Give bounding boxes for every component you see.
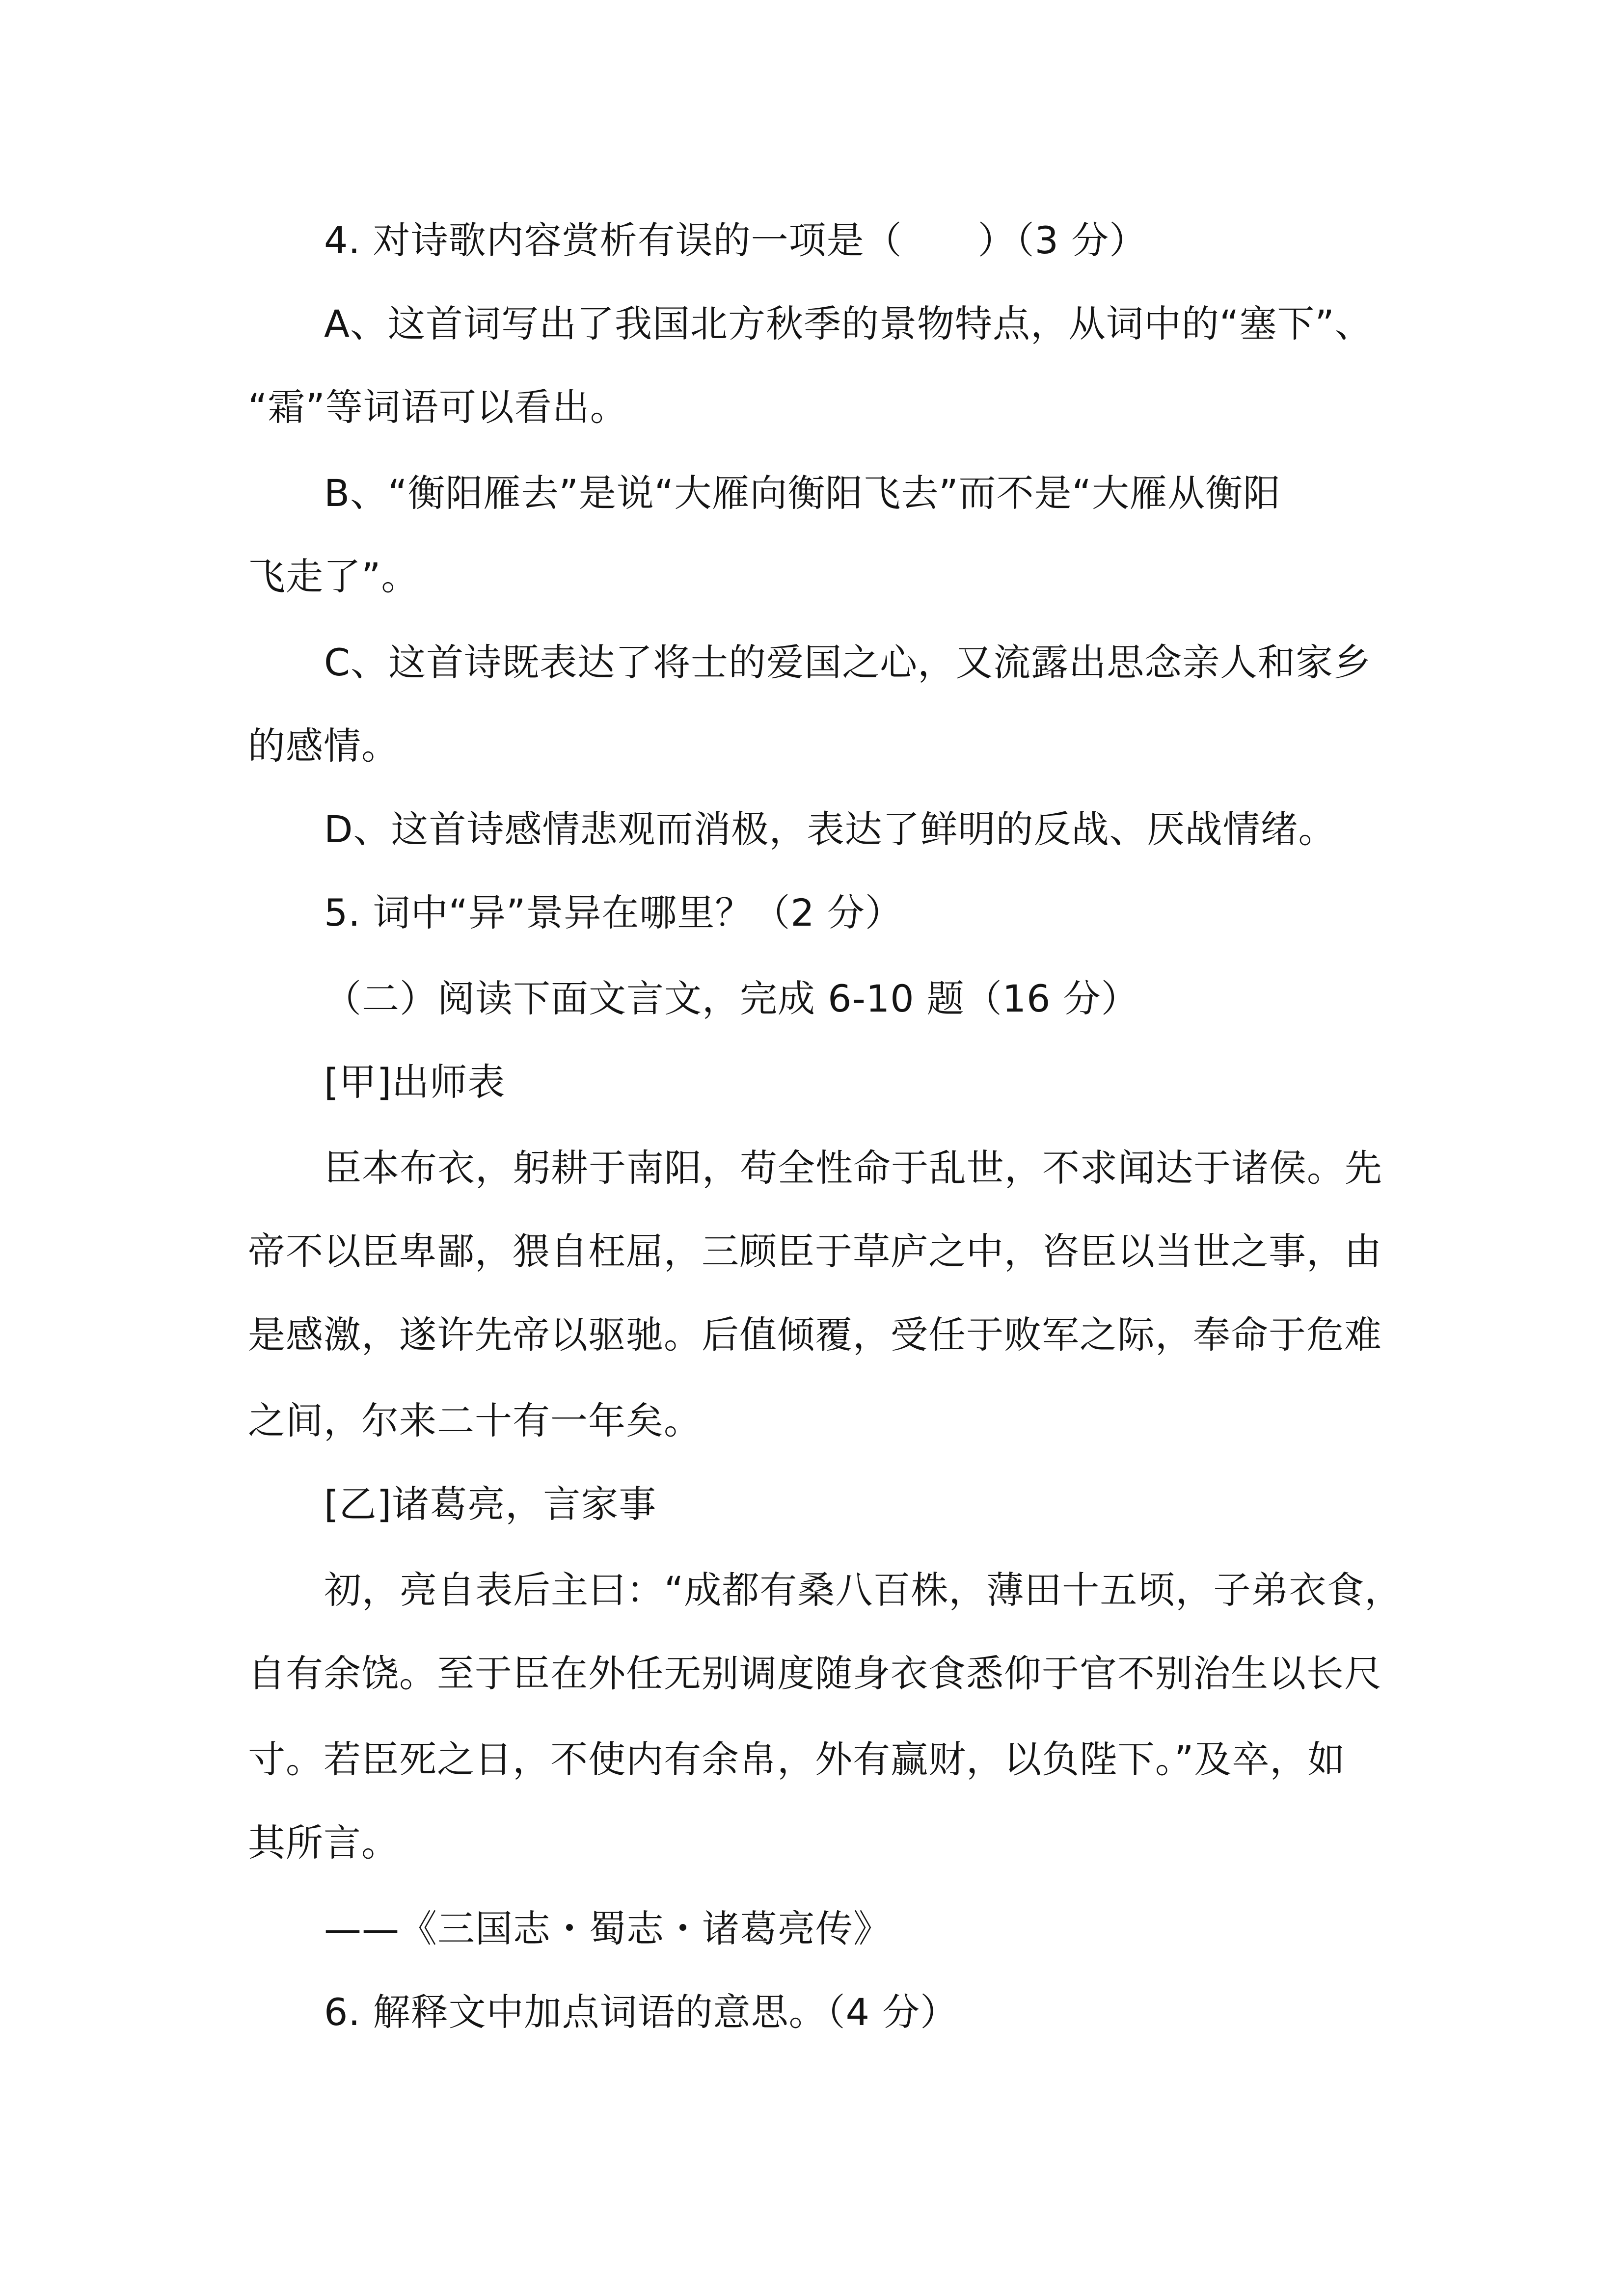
- passage-b-source: ——《三国志・蜀志・诸葛亮传》: [324, 1907, 891, 1950]
- passage-a-line-3: 是感激，遂许先帝以驱驰。后值倾覆，受任于败军之际，奉命于危难: [248, 1313, 1382, 1357]
- passage-b-line-3: 寸。若臣死之日，不使内有余帛，外有赢财，以负陛下。”及卒，如: [248, 1737, 1346, 1781]
- passage-a-line-4: 之间，尔来二十有一年矣。: [248, 1399, 702, 1442]
- passage-a-line-1: 臣本布衣，躬耕于南阳，苟全性命于乱世，不求闻达于诸侯。先: [324, 1146, 1382, 1190]
- question-5: 5. 词中“异”景异在哪里？（2 分）: [324, 891, 903, 934]
- question-6: 6. 解释文中加点词语的意思。（4 分）: [324, 1990, 958, 2034]
- passage-a-line-2: 帝不以臣卑鄙，猥自枉屈，三顾臣于草庐之中，咨臣以当世之事，由: [248, 1229, 1382, 1273]
- option-b-line-2: 飞走了”。: [248, 555, 419, 598]
- passage-b-line-4: 其所言。: [248, 1821, 399, 1865]
- option-c-line-2: 的感情。: [248, 724, 399, 768]
- section-2-heading: （二）阅读下面文言文，完成 6-10 题（16 分）: [324, 977, 1139, 1020]
- option-c-line-1: C、这首诗既表达了将士的爱国之心，又流露出思念亲人和家乡: [324, 641, 1372, 684]
- option-d: D、这首诗感情悲观而消极，表达了鲜明的反战、厌战情绪。: [324, 807, 1336, 851]
- question-4-stem: 4. 对诗歌内容赏析有误的一项是（ ）（3 分）: [324, 218, 1147, 262]
- passage-b-line-2: 自有余饶。至于臣在外任无别调度随身衣食悉仰于官不别治生以长尺: [248, 1652, 1382, 1695]
- passage-b-line-1: 初，亮自表后主曰：“成都有桑八百株，薄田十五顷，子弟衣食，: [324, 1568, 1403, 1612]
- option-b-line-1: B、“衡阳雁去”是说“大雁向衡阳飞去”而不是“大雁从衡阳: [324, 471, 1281, 515]
- passage-b-title: [乙]诸葛亮，言家事: [324, 1482, 657, 1526]
- option-a-line-2: “霜”等词语可以看出。: [248, 385, 628, 429]
- option-a-line-1: A、这首词写出了我国北方秋季的景物特点，从词中的“塞下”、: [324, 302, 1373, 346]
- passage-a-title: [甲]出师表: [324, 1060, 506, 1104]
